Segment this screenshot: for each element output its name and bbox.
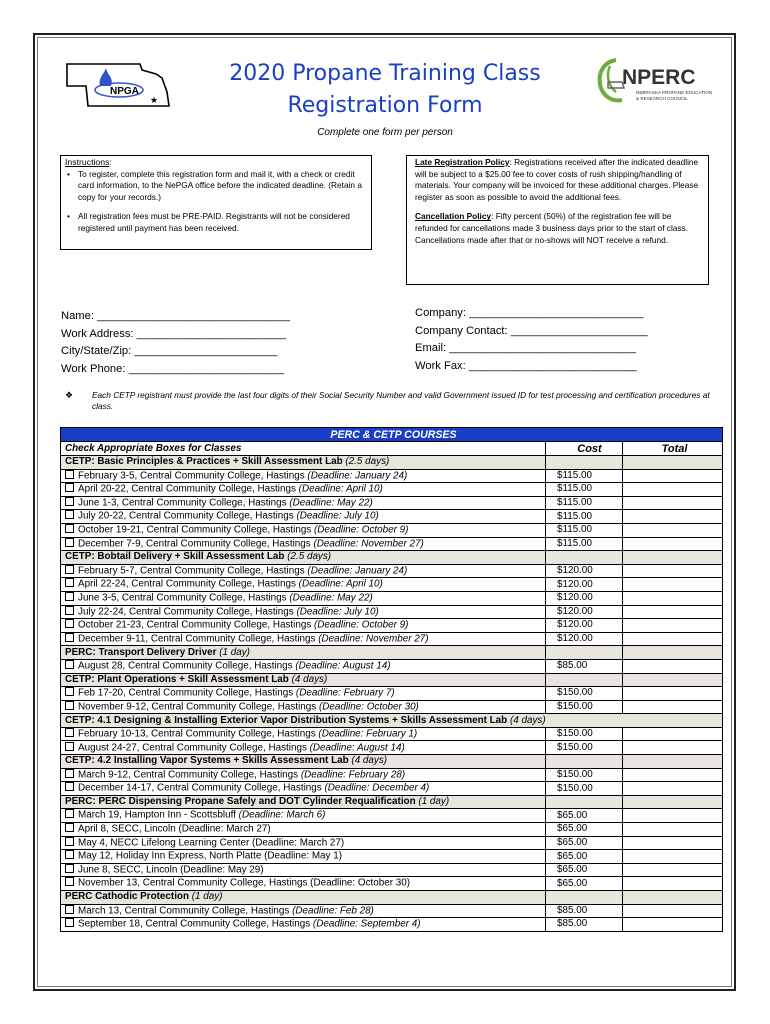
course-cost: $115.00 [546, 483, 623, 497]
course-cost: $115.00 [546, 469, 623, 483]
course-deadline: (Deadline: Feb 28) [292, 905, 374, 917]
course-option [61, 605, 546, 619]
course-row [61, 809, 723, 823]
course-checkbox[interactable] [65, 837, 74, 846]
course-checkbox[interactable] [65, 769, 74, 778]
course-cost: $120.00 [546, 619, 623, 633]
course-section-title: CETP: 4.1 Designing & Installing Exterior Vapor Distribution Systems + Skills Assessment Lab (4 days) [61, 714, 723, 728]
course-description: April 22-24, Central Community College, Hastings [78, 578, 296, 590]
course-checkbox[interactable] [65, 809, 74, 818]
course-description: August 28, Central Community College, Hastings [78, 660, 293, 672]
course-cost: $120.00 [546, 564, 623, 578]
course-section-header [61, 646, 723, 660]
course-row [61, 483, 723, 497]
course-cost: $120.00 [546, 578, 623, 592]
course-row [61, 632, 723, 646]
course-cost: $65.00 [546, 850, 623, 864]
course-row [61, 687, 723, 701]
course-description: October 21-23, Central Community College, Hastings [78, 619, 312, 631]
course-cost: $150.00 [546, 768, 623, 782]
registrant-fields-right [415, 305, 648, 375]
col-header-cost: Cost [546, 442, 623, 456]
course-total-input[interactable] [623, 823, 723, 837]
course-total-input[interactable] [623, 768, 723, 782]
course-cost: $120.00 [546, 605, 623, 619]
instructions-bullet-1: • To register, complete this registration form and mail it, with a check or credit card information, to the NePGA office before the indicated deadline. (Retain a copy for your records.) [65, 169, 367, 204]
cetp-id-note [65, 390, 723, 412]
course-deadline: (Deadline: October 9) [314, 524, 409, 536]
course-deadline: (Deadline: August 14) [295, 660, 391, 672]
late-registration-policy: Late Registration Policy: Registrations received after the indicated deadline will be subject to a $25.00 fee to cover costs of rush shipping/handling of materials. Your company will be invoiced for these additional charges. Please register as soon as possible to avoid the additional fees. [415, 157, 699, 202]
course-total-input[interactable] [623, 523, 723, 537]
course-description: May 12, Holiday Inn Express, North Platte (Deadline: May 1) [78, 850, 342, 862]
course-description: October 19-21, Central Community College, Hastings [78, 524, 312, 536]
course-total-input[interactable] [623, 727, 723, 741]
course-option [61, 809, 546, 823]
course-cost: $150.00 [546, 727, 623, 741]
course-row [61, 496, 723, 510]
course-description: June 8, SECC, Lincoln (Deadline: May 29) [78, 864, 264, 876]
course-checkbox[interactable] [65, 850, 74, 859]
course-row [61, 619, 723, 633]
course-section-header [61, 891, 723, 905]
company-field[interactable]: Company: ____________________________ [415, 307, 644, 319]
subtitle: Complete one form per person [317, 127, 453, 138]
course-row [61, 510, 723, 524]
work-address-field[interactable]: Work Address: ________________________ [61, 327, 286, 340]
course-section-title: CETP: Basic Principles & Practices + Skill Assessment Lab (2.5 days) [61, 456, 546, 470]
course-total-input[interactable] [623, 510, 723, 524]
course-checkbox[interactable] [65, 742, 74, 751]
course-checkbox[interactable] [65, 470, 74, 479]
course-cost: $85.00 [546, 918, 623, 932]
course-checkbox[interactable] [65, 606, 74, 615]
course-total-input[interactable] [623, 469, 723, 483]
course-description: November 9-12, Central Community College, Hastings [78, 701, 317, 713]
course-section-title: PERC: PERC Dispensing Propane Safely and DOT Cylinder Requalification (1 day) [61, 795, 546, 809]
course-deadline: (Deadline: May 22) [289, 497, 373, 509]
course-row [61, 850, 723, 864]
course-section-title: CETP: Bobtail Delivery + Skill Assessment Lab (2.5 days) [61, 551, 546, 565]
course-deadline: (Deadline: September 4) [312, 918, 421, 930]
course-deadline: (Deadline: March 6) [238, 809, 326, 821]
course-total-input[interactable] [623, 863, 723, 877]
course-option [61, 564, 546, 578]
course-row [61, 591, 723, 605]
npga-logo-text: NPGA [110, 86, 139, 97]
course-deadline: (Deadline: April 10) [298, 578, 383, 590]
course-row [61, 564, 723, 578]
name-field[interactable]: Name: _______________________________ [61, 310, 290, 322]
course-section-title: CETP: 4.2 Installing Vapor Systems + Skills Assessment Lab (4 days) [61, 755, 546, 769]
nperc-logo-text: NPERC [622, 66, 696, 89]
course-total-input[interactable] [623, 578, 723, 592]
course-description: May 4, NECC Lifelong Learning Center (Deadline: March 27) [78, 837, 345, 849]
course-cost: $65.00 [546, 823, 623, 837]
course-row [61, 904, 723, 918]
course-section-title: PERC Cathodic Protection (1 day) [61, 891, 546, 905]
email-field[interactable]: Email: ______________________________ [415, 342, 636, 355]
course-table-column-headers [61, 442, 723, 456]
course-checkbox[interactable] [65, 728, 74, 737]
svg-text:NEBRASKA PROPANE EDUCATION: NEBRASKA PROPANE EDUCATION [636, 90, 713, 95]
course-deadline: (Deadline: July 10) [296, 510, 379, 522]
instructions-box [60, 155, 372, 250]
course-row [61, 768, 723, 782]
course-total-input[interactable] [623, 836, 723, 850]
course-description: December 7-9, Central Community College, Hastings [78, 538, 311, 550]
course-option [61, 619, 546, 633]
course-row [61, 836, 723, 850]
policy-box [406, 155, 709, 285]
course-deadline: (Deadline: November 27) [313, 538, 424, 550]
course-row [61, 605, 723, 619]
course-option [61, 537, 546, 551]
nperc-logo [596, 54, 714, 108]
course-cost: $115.00 [546, 496, 623, 510]
course-section-header [61, 673, 723, 687]
course-option [61, 632, 546, 646]
course-description: December 9-11, Central Community College, Hastings [78, 633, 316, 645]
course-cost: $115.00 [546, 523, 623, 537]
course-row [61, 918, 723, 932]
work-phone-field[interactable]: Work Phone: _________________________ [61, 362, 285, 375]
course-row [61, 823, 723, 837]
course-cost: $65.00 [546, 877, 623, 891]
course-row [61, 469, 723, 483]
course-cost: $65.00 [546, 809, 623, 823]
course-description: August 24-27, Central Community College, Hastings [78, 742, 307, 754]
course-cost: $150.00 [546, 687, 623, 701]
course-cost: $115.00 [546, 537, 623, 551]
course-option [61, 918, 546, 932]
course-checkbox[interactable] [65, 483, 74, 492]
course-row [61, 578, 723, 592]
course-checkbox[interactable] [65, 578, 74, 587]
course-description: March 9-12, Central Community College, Hastings [78, 769, 299, 781]
course-deadline: (Deadline: January 24) [307, 470, 408, 482]
course-total-input[interactable] [623, 659, 723, 673]
course-checkbox[interactable] [65, 565, 74, 574]
course-section-header [61, 551, 723, 565]
course-description: February 10-13, Central Community College, Hastings [78, 728, 316, 740]
registrant-fields-left [61, 308, 290, 378]
course-deadline: (Deadline: October 30) [318, 701, 419, 713]
course-section-title: CETP: Plant Operations + Skill Assessment Lab (4 days) [61, 673, 546, 687]
course-total-input[interactable] [623, 918, 723, 932]
course-table [60, 427, 723, 932]
course-table-banner: PERC & CETP COURSES [61, 428, 723, 442]
course-checkbox[interactable] [65, 538, 74, 547]
diamond-bullet-icon: ❖ [65, 390, 74, 400]
course-description: April 20-22, Central Community College, Hastings [78, 483, 296, 495]
course-cost: $120.00 [546, 632, 623, 646]
course-deadline: (Deadline: August 14) [309, 742, 405, 754]
course-description: November 13, Central Community College, Hastings (Deadline: October 30) [78, 877, 411, 889]
col-header-classes: Check Appropriate Boxes for Classes [61, 442, 546, 456]
title-line-2: Registration Form [287, 93, 483, 118]
course-option [61, 469, 546, 483]
course-total-input[interactable] [623, 605, 723, 619]
title-line-1: 2020 Propane Training Class [229, 61, 541, 86]
course-option [61, 578, 546, 592]
course-description: March 19, Hampton Inn - Scottsbluff [78, 809, 236, 821]
course-section-header [61, 755, 723, 769]
course-total-input[interactable] [623, 632, 723, 646]
course-checkbox[interactable] [65, 918, 74, 927]
course-row [61, 523, 723, 537]
course-deadline: (Deadline: February 28) [300, 769, 406, 781]
course-description: July 22-24, Central Community College, Hastings [78, 606, 294, 618]
course-description: June 1-3, Central Community College, Hastings [78, 497, 287, 509]
course-description: April 8, SECC, Lincoln (Deadline: March 27) [78, 823, 271, 835]
instructions-bullet-2: • All registration fees must be PRE-PAID. Registrants will not be considered registered until payment has been received. [65, 211, 367, 234]
city-state-zip-field[interactable]: City/State/Zip: _______________________ [61, 345, 278, 358]
course-row [61, 659, 723, 673]
course-checkbox[interactable] [65, 864, 74, 873]
course-section-header [61, 456, 723, 470]
course-description: February 5-7, Central Community College, Hastings [78, 565, 305, 577]
course-cost: $115.00 [546, 510, 623, 524]
course-row [61, 700, 723, 714]
course-description: March 13, Central Community College, Hastings [78, 905, 290, 917]
course-option [61, 850, 546, 864]
course-section-header [61, 714, 723, 728]
course-row [61, 727, 723, 741]
course-row [61, 741, 723, 755]
course-total-input[interactable] [623, 741, 723, 755]
course-option [61, 863, 546, 877]
course-row [61, 863, 723, 877]
course-cost: $85.00 [546, 904, 623, 918]
course-total-input[interactable] [623, 809, 723, 823]
course-total-input[interactable] [623, 850, 723, 864]
course-cost: $150.00 [546, 741, 623, 755]
course-cost: $120.00 [546, 591, 623, 605]
course-option [61, 904, 546, 918]
course-description: September 18, Central Community College, Hastings [78, 918, 311, 930]
course-option [61, 523, 546, 537]
course-deadline: (Deadline: December 4) [324, 782, 430, 794]
course-deadline: (Deadline: July 10) [296, 606, 379, 618]
course-total-input[interactable] [623, 496, 723, 510]
course-section-title: PERC: Transport Delivery Driver (1 day) [61, 646, 546, 660]
course-total-input[interactable] [623, 564, 723, 578]
course-option [61, 768, 546, 782]
course-section-header [61, 795, 723, 809]
course-checkbox[interactable] [65, 633, 74, 642]
course-total-input[interactable] [623, 700, 723, 714]
course-deadline: (Deadline: February 1) [318, 728, 418, 740]
course-cost: $65.00 [546, 836, 623, 850]
course-option [61, 877, 546, 891]
course-option [61, 591, 546, 605]
course-total-input[interactable] [623, 619, 723, 633]
course-total-input[interactable] [623, 904, 723, 918]
course-row [61, 877, 723, 891]
course-checkbox[interactable] [65, 782, 74, 791]
course-cost: $85.00 [546, 659, 623, 673]
course-cost: $150.00 [546, 782, 623, 796]
course-checkbox[interactable] [65, 687, 74, 696]
course-deadline: (Deadline: May 22) [289, 592, 373, 604]
course-cost: $65.00 [546, 863, 623, 877]
course-row [61, 537, 723, 551]
course-checkbox[interactable] [65, 510, 74, 519]
course-option [61, 659, 546, 673]
course-checkbox[interactable] [65, 905, 74, 914]
course-checkbox[interactable] [65, 660, 74, 669]
course-cost: $150.00 [546, 700, 623, 714]
course-option [61, 510, 546, 524]
course-checkbox[interactable] [65, 701, 74, 710]
course-option [61, 483, 546, 497]
instructions-heading: Instructions: [65, 157, 112, 167]
course-option [61, 836, 546, 850]
course-option [61, 741, 546, 755]
course-checkbox[interactable] [65, 877, 74, 886]
course-description: February 3-5, Central Community College, Hastings [78, 470, 305, 482]
course-total-input[interactable] [623, 877, 723, 891]
course-option [61, 782, 546, 796]
course-description: Feb 17-20, Central Community College, Hastings [78, 687, 294, 699]
course-deadline: (Deadline: February 7) [295, 687, 395, 699]
course-total-input[interactable] [623, 591, 723, 605]
course-total-input[interactable] [623, 782, 723, 796]
col-header-total: Total [623, 442, 723, 456]
course-description: December 14-17, Central Community College, Hastings [78, 782, 322, 794]
course-checkbox[interactable] [65, 823, 74, 832]
svg-text:★: ★ [150, 95, 159, 105]
course-option [61, 687, 546, 701]
course-total-input[interactable] [623, 483, 723, 497]
course-option [61, 496, 546, 510]
course-description: July 20-22, Central Community College, Hastings [78, 510, 294, 522]
course-deadline: (Deadline: October 9) [314, 619, 409, 631]
course-deadline: (Deadline: January 24) [307, 565, 408, 577]
npga-logo [64, 56, 176, 112]
cancellation-policy: Cancellation Policy: Fifty percent (50%) of the registration fee will be refunded for cancellations made 3 business days prior to the start of class. Cancellations made after that or no-shows will NOT receive a refund. [415, 211, 689, 245]
work-fax-field[interactable]: Work Fax: ___________________________ [415, 359, 637, 372]
course-total-input[interactable] [623, 537, 723, 551]
company-contact-field[interactable]: Company Contact: ______________________ [415, 324, 648, 337]
course-checkbox[interactable] [65, 619, 74, 628]
course-deadline: (Deadline: November 27) [318, 633, 429, 645]
course-option [61, 727, 546, 741]
course-checkbox[interactable] [65, 592, 74, 601]
course-checkbox[interactable] [65, 524, 74, 533]
cetp-id-note-text: Each CETP registrant must provide the last four digits of their Social Security Number and valid Government issued ID for test processing and certification procedures at class. [92, 390, 710, 411]
course-total-input[interactable] [623, 687, 723, 701]
svg-text:& RESEARCH COUNCIL: & RESEARCH COUNCIL [636, 96, 688, 101]
course-option [61, 823, 546, 837]
course-checkbox[interactable] [65, 497, 74, 506]
course-row [61, 782, 723, 796]
course-option [61, 700, 546, 714]
course-deadline: (Deadline: April 10) [298, 483, 383, 495]
course-description: June 3-5, Central Community College, Hastings [78, 592, 287, 604]
page-title [170, 58, 600, 122]
